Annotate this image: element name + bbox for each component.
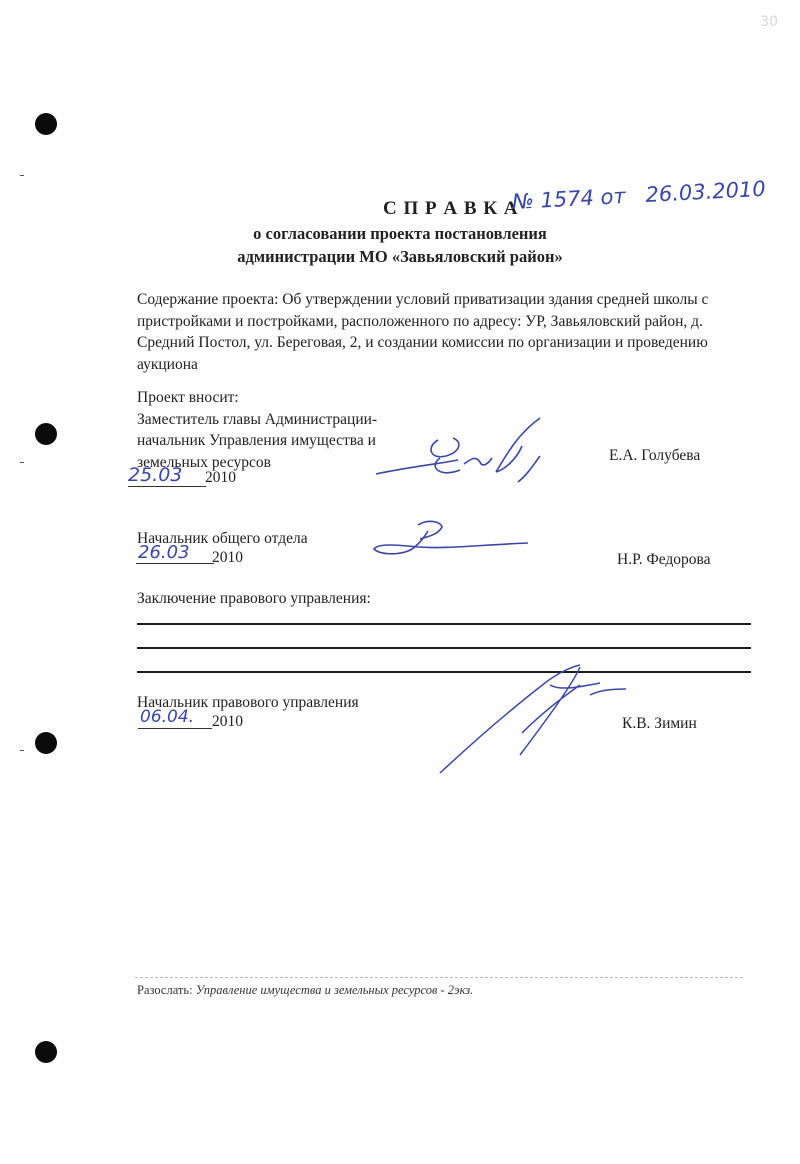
footer xyxy=(137,983,473,998)
general-dept-year: 2010 xyxy=(212,549,243,566)
submitter-year: 2010 xyxy=(205,469,236,486)
margin-tick xyxy=(20,462,24,463)
title-administration: администрации МО «Завьяловский район» xyxy=(237,247,563,266)
legal-head-name: К.В. Зимин xyxy=(622,715,697,732)
legal-head-position: Начальник правового управления xyxy=(137,694,359,711)
submitter-intro: Проект вносит: xyxy=(137,389,239,406)
legal-conclusion-label: Заключение правового управления: xyxy=(137,590,371,607)
general-dept-name: Н.Р. Федорова xyxy=(617,551,711,568)
legal-head-year: 2010 xyxy=(212,713,243,730)
corner-page-number: 30 xyxy=(760,14,778,30)
date-underline xyxy=(128,486,206,487)
punch-hole xyxy=(35,113,57,135)
footer-recipients: Управление имущества и земельных ресурсов - 2экз. xyxy=(195,983,474,997)
signature-zimin xyxy=(430,655,630,780)
submitter-position: Заместитель главы Администрации- xyxy=(137,410,378,428)
content-line: пристройками и постройками, расположенного по адресу: УР, Завьяловский район, д. xyxy=(137,312,703,330)
margin-tick xyxy=(20,175,24,176)
signature-fedorova xyxy=(368,515,538,575)
title-subject: о согласовании проекта постановления xyxy=(253,224,547,243)
margin-tick xyxy=(20,750,24,751)
content-line: аукциона xyxy=(137,355,198,373)
project-content xyxy=(137,289,757,375)
date-underline xyxy=(138,728,212,729)
handwritten-number-date: № 1574 от 26.03.2010 xyxy=(511,176,767,214)
content-line: Средний Постол, ул. Береговая, 2, и создании комиссии по организации и проведению xyxy=(137,334,708,351)
punch-hole xyxy=(35,732,57,754)
submitter-block xyxy=(137,387,377,473)
signature-golubeva xyxy=(368,412,558,502)
footer-label: Разослать: xyxy=(137,983,193,997)
date-underline xyxy=(136,563,214,564)
punch-hole xyxy=(35,1041,57,1063)
general-dept-position: Начальник общего отдела xyxy=(137,530,308,547)
submitter-position: начальник Управления имущества и xyxy=(137,432,376,449)
punch-hole xyxy=(35,423,57,445)
conclusion-line xyxy=(137,623,751,625)
document-title: С П Р А В К А xyxy=(383,198,519,219)
general-dept-date-handwritten: 26.03 xyxy=(138,542,190,563)
conclusion-line xyxy=(137,647,751,649)
submitter-date-handwritten: 25.03 xyxy=(128,464,183,486)
content-line: Содержание проекта: Об утверждении условий приватизации здания средней школы с xyxy=(137,291,709,308)
legal-head-date-handwritten: 06.04. xyxy=(140,707,195,727)
submitter-position: земельных ресурсов xyxy=(137,453,271,471)
footer-divider xyxy=(135,977,743,978)
submitter-name: Е.А. Голубева xyxy=(609,447,701,464)
